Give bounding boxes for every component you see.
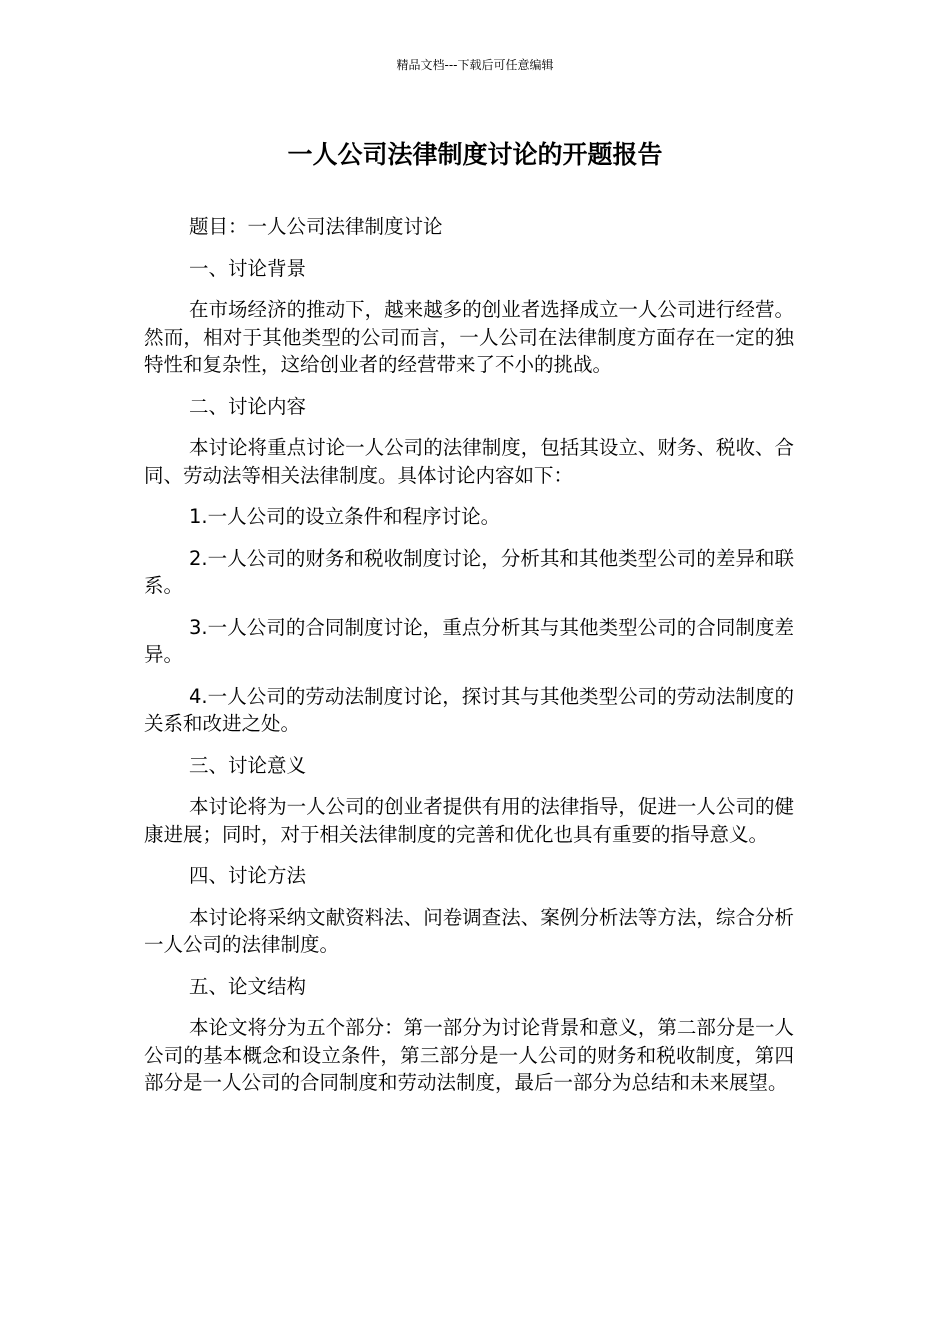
document-body <box>144 213 794 1111</box>
section-heading-significance: 三、讨论意义 <box>189 753 307 777</box>
section-heading-structure: 五、论文结构 <box>189 974 307 998</box>
section-heading-content: 二、讨论内容 <box>189 394 307 418</box>
list-item: 1.一人公司的设立条件和程序讨论。 <box>189 505 501 528</box>
paragraph-background: 在市场经济的推动下，越来越多的创业者选择成立一人公司进行经营。然而，相对于其他类型的公司而言，一人公司在法律制度方面存在一定的独特性和复杂性，这给创业者的经营带来了不小的挑战。 <box>144 298 794 376</box>
document-title: 一人公司法律制度讨论的开题报告 <box>287 140 663 169</box>
paragraph-method: 本讨论将采纳文献资料法、问卷调查法、案例分析法等方法，综合分析一人公司的法律制度。 <box>144 905 794 956</box>
section-heading-method: 四、讨论方法 <box>189 864 307 887</box>
paragraph-content: 本讨论将重点讨论一人公司的法律制度，包括其设立、财务、税收、合同、劳动法等相关法律制度。具体讨论内容如下： <box>144 436 794 487</box>
paragraph-significance: 本讨论将为一人公司的创业者提供有用的法律指导，促进一人公司的健康进展；同时，对于相关法律制度的完善和优化也具有重要的指导意义。 <box>144 795 794 846</box>
topic-line: 题目：一人公司法律制度讨论 <box>189 215 443 238</box>
list-item: 4.一人公司的劳动法制度讨论，探讨其与其他类型公司的劳动法制度的关系和改进之处。 <box>144 684 794 735</box>
list-item: 2.一人公司的财务和税收制度讨论，分析其和其他类型公司的差异和联系。 <box>144 546 794 597</box>
paragraph-structure: 本论文将分为五个部分：第一部分为讨论背景和意义，第二部分是一人公司的基本概念和设立条件，第三部分是一人公司的财务和税收制度，第四部分是一人公司的合同制度和劳动法制度，最后一部分为总结和未来展望。 <box>144 1016 794 1094</box>
list-item: 3.一人公司的合同制度讨论，重点分析其与其他类型公司的合同制度差异。 <box>144 615 794 666</box>
section-heading-background: 一、讨论背景 <box>189 256 307 280</box>
header-note: 精品文档---下载后可任意编辑 <box>396 58 554 72</box>
